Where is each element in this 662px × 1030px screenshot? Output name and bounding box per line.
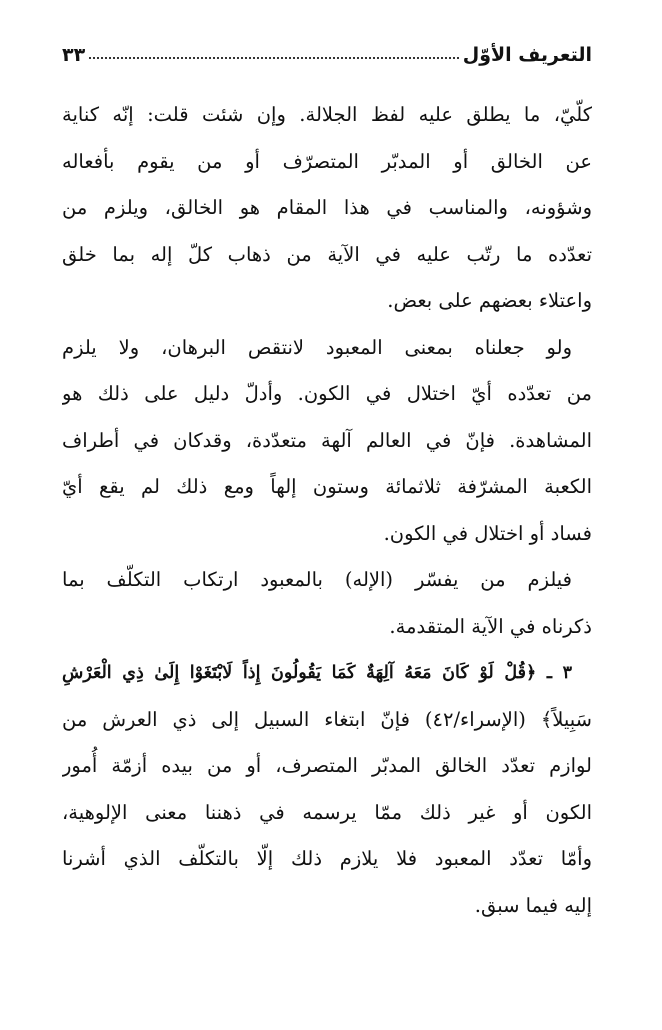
text-line: تعدّده ما رتّب عليه في الآية من ذهاب كلّ إله بما خلق bbox=[62, 242, 592, 266]
text-line: واعتلاء بعضهم على بعض. bbox=[387, 289, 592, 312]
quran-verse-line: ٣ ـ ﴿قُلْ لَوْ كَانَ مَعَهُ آلِهَةٌ كَمَا يَقُولُونَ إِذاً لَابْتَغَوْا إِلَىٰ ذِي الْعَرْشِ bbox=[62, 663, 572, 683]
text-line: المشاهدة. فإنّ في العالم آلهة متعدّدة، وقدكان في أطراف bbox=[62, 428, 592, 452]
text-line: من تعدّده أيّ اختلال في الكون. وأدلّ دليل على ذلك هو bbox=[62, 382, 592, 405]
body-text bbox=[62, 92, 592, 929]
leader-dots bbox=[89, 57, 459, 59]
text-line: سَبِيلاً﴾ (الإسراء/٤٢) فإنّ ابتغاء السبيل إلى ذي العرش من bbox=[62, 707, 592, 731]
text-line: لوازم تعدّد الخالق المدبّر المتصرف، أو من بيده أزمّة أُمور bbox=[62, 754, 592, 777]
text-line: إليه فيما سبق. bbox=[474, 893, 592, 917]
text-line: فيلزم من يفسّر (الإله) بالمعبود ارتكاب التكلّف بما bbox=[62, 568, 572, 591]
text-line: عن الخالق أو المدبّر المتصرّف أو من يقوم بأفعاله bbox=[62, 149, 592, 173]
text-line: كلّيّ، ما يطلق عليه لفظ الجلالة. وإن شئت قلت: إنّه كناية bbox=[62, 103, 592, 126]
text-line: فساد أو اختلال في الكون. bbox=[383, 521, 592, 545]
text-line: ذكرناه في الآية المتقدمة. bbox=[389, 614, 592, 638]
text-line: ولو جعلناه بمعنى المعبود لانتقص البرهان، ولا يلزم bbox=[62, 335, 572, 359]
chapter-title: التعريف الأوّل bbox=[462, 44, 592, 66]
running-header bbox=[62, 22, 592, 66]
text-line: وأمّا تعدّد المعبود فلا يلازم ذلك إلّا بالتكلّف الذي أشرنا bbox=[62, 847, 592, 870]
page-number: ٣٣ bbox=[62, 44, 86, 66]
text-line: وشؤونه، والمناسب في هذا المقام هو الخالق، ويلزم من bbox=[62, 196, 592, 219]
text-line: الكون أو غير ذلك ممّا يرسمه في ذهننا معنى الإلوهية، bbox=[62, 800, 592, 824]
text-line: الكعبة المشرّفة ثلاثمائة وستون إلهاً ومع ذلك لم يقع أيّ bbox=[62, 475, 592, 498]
